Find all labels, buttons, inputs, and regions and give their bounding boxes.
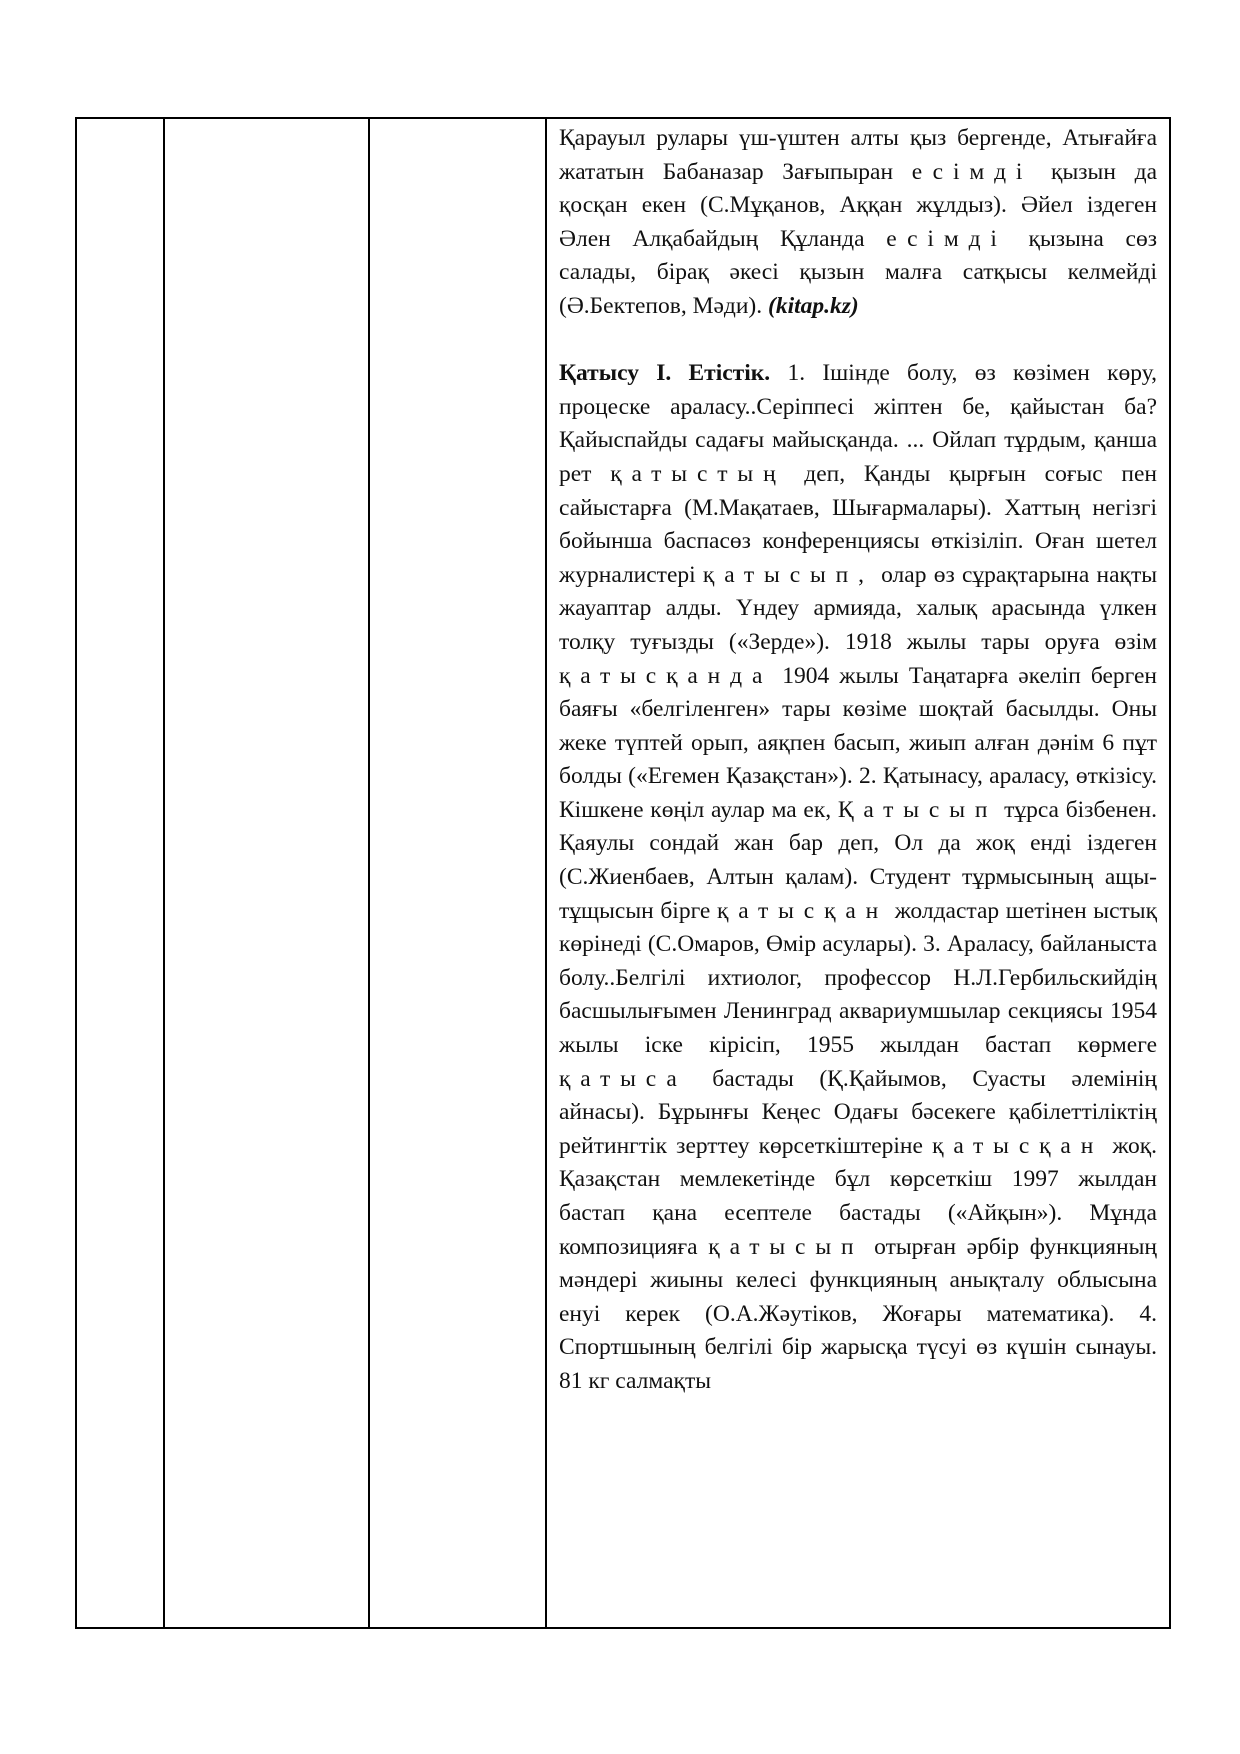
spaced-word: қатысқан (716, 897, 889, 924)
spaced-word: қатысқан (932, 1132, 1104, 1159)
text-run: жолдастар шетінен ыстық көрінеді (С.Омаров, Өмір асулары). 3. Араласу, байланыста болу..Белгілі ихтиолог, профессор Н.Л.Гербильскийдің басшылығымен Ленинград аквариумшылар секциясы 1954 жылы іске кірісіп, 1955 жылдан бастап көрмеге (559, 897, 1158, 1059)
text-run: 1904 жылы Таңатарға әкеліп берген баяғы «белгіленген» тары көзіме шоқтай басылды. Оны жеке түптей орып, аяқпен басып, жиып алған дәнім 6 пұт болды («Егемен Қазақстан»). 2. Қатынасу, араласу, өткізісу. Кішкене көңіл аулар ма ек, (559, 662, 1158, 823)
entry-headword: Қатысу I. Етістік. (559, 360, 771, 387)
text-run: бастады (Қ.Қайымов, Суасты әлемінің айнасы). Бұрынғы Кеңес Одағы бәсекеге қабілеттіліктің рейтингтік зерттеу көрсеткіштеріне (559, 1065, 1158, 1159)
table-row (76, 118, 1170, 1628)
spaced-word: қатыстың (610, 460, 786, 487)
text-run: тұрса бізбенен. Қаяулы сондай жан бар деп, Ол да жоқ енді іздеген (С.Жиенбаев, Алтын қалам). Студент тұрмысының ащы-тұщысын бірге (559, 796, 1158, 924)
dictionary-table (75, 117, 1171, 1629)
text-run: олар өз сұрақтарына нақты жауаптар алды. Үндеу армияда, халық арасында үлкен толқу туғызды («Зерде»). 1918 жылы тары оруға өзім (559, 561, 1158, 655)
text-run: жоқ. Қазақстан мемлекетінде бұл көрсеткіш 1997 жылдан бастап қана есептеле бастады («Айқын»). Мұнда композицияға (559, 1132, 1158, 1260)
paragraph-example-esim (559, 122, 1157, 324)
spaced-word: қатысып, (702, 561, 874, 588)
table-cell-text (546, 118, 1170, 1628)
spaced-word: қатысқанда (559, 662, 773, 689)
entry-text (547, 119, 1169, 1399)
source-reference: (kitap.kz) (768, 292, 859, 319)
spaced-word: қатыса (559, 1065, 687, 1092)
text-run: отырған әрбір функцияның мәндері жиыны келесі функцияның анықталу облысына енуі керек (О.А.Жәутіков, Жоғары математика). 4. Спортшының белгілі бір жарысқа түсуі өз күшін сынауы. 81 кг салмақты (559, 1233, 1158, 1394)
text-run: қызына сөз салады, бірақ әкесі қызын малға сатқысы келмейді (Ә.Бектепов, Мәди). (559, 225, 1157, 319)
table-cell-1 (76, 118, 164, 1628)
text-run: қызын да қосқан екен (С.Мұқанов, Аққан жұлдыз). Әйел іздеген Әлен Алқабайдың Құланда (559, 158, 1158, 252)
text-run: Қарауыл рулары үш-үштен алты қыз бергенде, Атығайға жататын Бабаназар Зағыпыран (559, 125, 1157, 185)
spaced-word: Қатысып (837, 796, 998, 823)
table-cell-3 (369, 118, 546, 1628)
text-run: деп, Қанды қырғын соғыс пен сайыстарға (М.Мақатаев, Шығармалары). Хаттың негізгі бойынша баспасөз конференциясы өткізіліп. Оған шетел журналистері (559, 460, 1158, 588)
spaced-word: есімді (886, 225, 1007, 252)
table-cell-2 (164, 118, 369, 1628)
text-run: 1. Ішінде болу, өз көзімен көру, процеске араласу..Серіппесі жіптен бе, қайыстан ба? Қайыспайды садағы майысқанда. ... Ойлап тұрдым, қанша рет (559, 360, 1157, 487)
paragraph-entry-qatysu (559, 357, 1157, 1398)
spaced-word: қатысып (708, 1233, 864, 1260)
spaced-word: есімді (911, 158, 1033, 185)
